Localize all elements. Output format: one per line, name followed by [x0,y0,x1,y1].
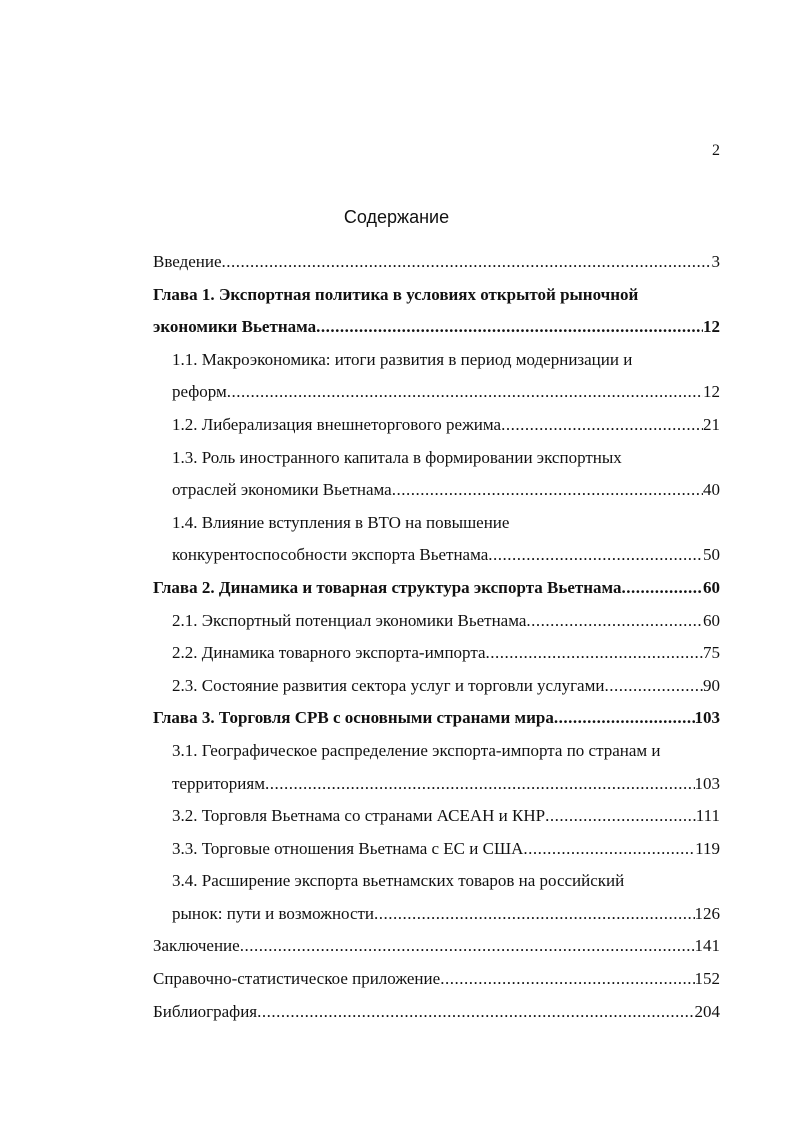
toc-entry-line [172,670,720,703]
toc-page-number: 90 [703,675,720,695]
toc-entry-text: Справочно-статистическое приложение [153,969,441,989]
dot-leader [374,898,694,931]
toc-entry-text: Глава 3. Торговля СРВ с основными странами мира [153,708,554,728]
toc-entry-line [172,800,720,833]
table-of-contents [153,246,720,1028]
toc-entry[interactable] [153,246,720,279]
toc-page-number: 50 [703,545,720,565]
toc-page-number: 103 [694,773,720,793]
toc-entry-line [153,246,720,279]
toc-entry-line [172,605,720,638]
toc-section-entry[interactable] [153,670,720,703]
toc-entry-text: Глава 2. Динамика и товарная структура экспорта Вьетнама [153,577,622,597]
dot-leader [265,768,695,801]
toc-page-number: 60 [703,577,720,597]
toc-entry[interactable] [153,930,720,963]
dot-leader [501,409,703,442]
toc-entry-text: 1.1. Макроэкономика: итоги развития в период модернизации и [172,349,633,369]
toc-page-number: 60 [703,610,720,630]
toc-entry-line [153,311,720,344]
toc-entry-line [153,572,720,605]
page-number: 2 [712,142,720,159]
toc-entry-text: территориям [172,773,265,793]
toc-entry[interactable] [153,963,720,996]
toc-page-number: 21 [703,414,720,434]
toc-entry-text: 3.1. Географическое распределение экспорта-импорта по странам и [172,740,661,760]
toc-entry-line [172,637,720,670]
toc-entry-text: Глава 1. Экспортная политика в условиях открытой рыночной [153,284,639,304]
dot-leader [240,930,695,963]
toc-page-number: 141 [694,936,720,956]
toc-entry-line [172,539,720,572]
dot-leader [488,539,703,572]
dot-leader [604,670,703,703]
dot-leader [523,833,695,866]
dot-leader [222,246,712,279]
toc-section-entry[interactable] [153,637,720,670]
toc-page-number: 126 [694,903,720,923]
page-title: Содержание [343,207,450,227]
dot-leader [545,800,696,833]
toc-page-number: 119 [695,838,720,858]
toc-section-entry[interactable] [153,865,720,930]
toc-entry-text: экономики Вьетнама [153,317,317,337]
toc-entry-text: рынок: пути и возможности [172,903,375,923]
toc-chapter-entry[interactable] [153,572,720,605]
toc-chapter-entry[interactable] [153,279,720,344]
toc-entry-text: реформ [172,382,227,402]
toc-page-number: 12 [703,317,720,337]
toc-section-entry[interactable] [153,442,720,507]
toc-page-number: 204 [694,1001,720,1021]
toc-entry-line [153,996,720,1029]
toc-entry-text: Введение [153,252,222,271]
toc-section-entry[interactable] [153,409,720,442]
toc-entry-text: 3.3. Торговые отношения Вьетнама с ЕС и США [172,838,524,858]
toc-entry-line [172,768,720,801]
toc-section-entry[interactable] [153,735,720,800]
dot-leader [392,474,703,507]
toc-entry-line [172,376,720,409]
dot-leader [257,996,694,1029]
toc-entry-text: 2.1. Экспортный потенциал экономики Вьетнама [172,610,527,630]
toc-entry-text: 2.2. Динамика товарного экспорта-импорта [172,643,486,663]
toc-section-entry[interactable] [153,833,720,866]
toc-entry-line [153,963,720,996]
toc-page-number: 40 [703,480,720,500]
toc-entry-text: Библиография [153,1001,258,1021]
toc-section-entry[interactable] [153,507,720,572]
toc-page-number: 75 [703,643,720,663]
dot-leader [486,637,704,670]
toc-entry-line [153,930,720,963]
toc-entry-line [172,898,720,931]
toc-entry-text: отраслей экономики Вьетнама [172,480,392,500]
toc-entry-text: 3.4. Расширение экспорта вьетнамских товаров на российский [172,871,625,891]
toc-entry-line [153,702,720,735]
dot-leader [316,311,703,344]
toc-entry-text: 1.2. Либерализация внешнеторгового режима [172,414,502,434]
toc-page-number: 111 [695,806,720,826]
toc-section-entry[interactable] [153,344,720,409]
toc-entry-text: 2.3. Состояние развития сектора услуг и торговли услугами [172,675,605,695]
toc-entry-text: 1.3. Роль иностранного капитала в формировании экспортных [172,447,622,467]
toc-entry[interactable] [153,996,720,1029]
toc-entry-line [172,474,720,507]
dot-leader [440,963,694,996]
toc-entry-text: Заключение [153,936,240,956]
dot-leader [227,376,703,409]
toc-page-number: 103 [694,708,720,728]
toc-entry-text: конкурентоспособности экспорта Вьетнама [172,545,489,565]
toc-section-entry[interactable] [153,605,720,638]
toc-page-number: 3 [711,252,720,271]
toc-section-entry[interactable] [153,800,720,833]
dot-leader [621,572,703,605]
toc-page-number: 152 [694,969,720,989]
dot-leader [554,702,695,735]
toc-entry-line [172,409,720,442]
toc-entry-text: 1.4. Влияние вступления в ВТО на повышение [172,512,510,532]
toc-chapter-entry[interactable] [153,702,720,735]
dot-leader [526,605,703,638]
toc-entry-line [172,833,720,866]
toc-page-number: 12 [703,382,720,402]
toc-entry-text: 3.2. Торговля Вьетнама со странами АСЕАН и КНР [172,806,546,826]
